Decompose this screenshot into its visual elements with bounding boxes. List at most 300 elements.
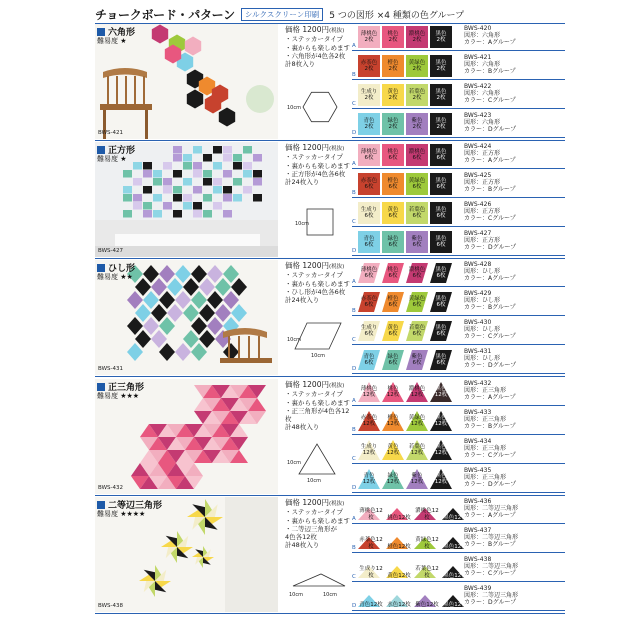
- square-tile: [123, 194, 132, 202]
- shape-label: 図形：ひし形: [464, 297, 501, 304]
- group-description: [464, 348, 516, 369]
- group-letter: D: [352, 130, 357, 136]
- color-chip: [430, 349, 452, 371]
- group-description: [464, 290, 516, 311]
- product-info: [285, 499, 355, 550]
- square-tile: [123, 186, 132, 194]
- photo-code: BWS-427: [98, 248, 123, 254]
- difficulty-rating: 難易度 ★★: [97, 273, 133, 281]
- color-chips: [358, 231, 452, 253]
- chip-label: 桃色 6枚: [387, 148, 399, 161]
- color-label: カラー：Aグループ: [464, 394, 516, 401]
- color-chip: [406, 349, 428, 371]
- feature-line: ・正方形が4色各6枚: [285, 169, 346, 178]
- square-tile: [183, 202, 192, 210]
- shape-label: 図形：正方形: [464, 237, 501, 244]
- chair-spindle: [238, 336, 240, 360]
- color-chip: [414, 499, 440, 521]
- dimension-label: 10cm: [295, 221, 309, 227]
- chip-label: 橙色 12枚: [386, 414, 400, 427]
- photo-code: BWS-438: [98, 603, 123, 609]
- row-divider: [352, 315, 565, 316]
- shape-label: 図形：正三角形: [464, 416, 507, 423]
- square-tile: [173, 210, 182, 218]
- square-tile: [153, 194, 162, 202]
- chip-label: 紫色 12枚: [410, 472, 424, 485]
- color-chip: [382, 202, 404, 224]
- page-title: チョークボード・パターン: [95, 7, 235, 22]
- shape-label: 図形：二等辺三角形: [464, 563, 519, 570]
- color-chip: [358, 528, 384, 550]
- color-label: カラー：Cグループ: [464, 333, 516, 340]
- feature-line: 計48枚入り: [285, 541, 320, 550]
- chip-label: 赤茶色 6枚: [360, 177, 378, 190]
- color-group-row: [352, 229, 565, 256]
- chip-label: 黄緑色 2枚: [408, 59, 426, 72]
- shape-label: 図形：正三角形: [464, 474, 507, 481]
- square-tile: [233, 194, 242, 202]
- color-chip: [358, 586, 384, 608]
- row-divider: [352, 226, 565, 227]
- shape-diagram: [285, 552, 355, 607]
- chip-label: 若葉色 6枚: [408, 206, 426, 219]
- color-chip: [414, 557, 440, 579]
- chip-label: 黄色 2枚: [387, 88, 399, 101]
- difficulty-rating: 難易度 ★★★★: [97, 510, 146, 518]
- product-code: BWS-423: [464, 112, 492, 119]
- color-chip: [430, 320, 452, 342]
- chair-spindle: [134, 76, 136, 106]
- feature-line: ・ステッカータイプ: [285, 390, 344, 399]
- chip-label: 水色12枚: [387, 601, 411, 608]
- section-square: [95, 142, 565, 259]
- group-description: [464, 83, 516, 104]
- chip-label: 橙色 2枚: [387, 59, 399, 72]
- photo-code: BWS-432: [98, 485, 123, 491]
- dimension-label: 10cm: [307, 478, 321, 484]
- row-divider: [352, 79, 565, 80]
- square-tile: [183, 154, 192, 162]
- chip-label: 青色12枚: [359, 601, 383, 608]
- feature-line: ・ひし形が4色各6枚: [285, 287, 346, 296]
- color-chip: [430, 173, 452, 195]
- color-chips: [358, 320, 452, 342]
- door: [225, 497, 278, 612]
- chip-label: 濃桃色 2枚: [408, 30, 426, 43]
- shape-label: 図形：二等辺三角形: [464, 505, 519, 512]
- group-letter: C: [352, 219, 356, 225]
- photo-code: BWS-431: [98, 366, 123, 372]
- color-chip: [382, 468, 404, 490]
- color-chip: [358, 381, 380, 403]
- group-description: [464, 319, 516, 340]
- group-letter: A: [352, 279, 356, 285]
- color-chip: [406, 468, 428, 490]
- row-divider: [352, 137, 565, 138]
- shape-label: 図形：正三角形: [464, 445, 507, 452]
- group-description: [464, 498, 518, 519]
- product-code: BWS-429: [464, 290, 492, 297]
- square-tile: [153, 170, 162, 178]
- square-tile: [223, 154, 232, 162]
- chip-label: 黒色 12枚: [434, 443, 448, 456]
- product-code: BWS-433: [464, 409, 492, 416]
- chip-label: 橙色 6枚: [387, 177, 399, 190]
- square-tile: [193, 146, 202, 154]
- group-description: [464, 556, 518, 577]
- diamond-outline: [295, 323, 341, 349]
- square-tile: [123, 210, 132, 218]
- chip-label: 桃色 2枚: [387, 30, 399, 43]
- color-group-row: [352, 555, 565, 582]
- product-code: BWS-438: [464, 556, 492, 563]
- square-tile: [183, 162, 192, 170]
- group-letter: D: [352, 603, 357, 609]
- color-chip: [406, 410, 428, 432]
- group-letter: C: [352, 456, 356, 462]
- shape-label: 図形：六角形: [464, 61, 501, 68]
- color-chip: [382, 144, 404, 166]
- row-divider: [352, 610, 565, 611]
- chip-label: 黄緑色 6枚: [408, 295, 426, 308]
- feature-line: ・ステッカータイプ: [285, 508, 344, 517]
- color-chips: [358, 528, 468, 550]
- color-group-row: [352, 408, 565, 435]
- section-triangle: [95, 379, 565, 496]
- price-note: (税抜): [328, 383, 345, 389]
- chip-label: 生成り 6枚: [360, 206, 378, 219]
- color-chip: [406, 55, 428, 77]
- color-chip: [382, 231, 404, 253]
- price-note: (税抜): [328, 28, 345, 34]
- color-chip: [430, 439, 452, 461]
- color-chip: [358, 557, 384, 579]
- chip-label: 赤茶色12枚: [359, 537, 383, 550]
- price-note: (税抜): [328, 264, 345, 270]
- color-group-row: [352, 200, 565, 227]
- group-description: [464, 380, 516, 401]
- chair-spindle: [258, 336, 260, 360]
- color-chips: [358, 113, 452, 135]
- row-divider: [352, 523, 565, 524]
- square-outline: [307, 209, 333, 235]
- group-description: [464, 54, 516, 75]
- square-tile: [253, 154, 262, 162]
- group-description: [464, 261, 516, 282]
- color-chips: [358, 468, 452, 490]
- chip-label: 生成り 12枚: [360, 443, 378, 456]
- row-divider: [352, 434, 565, 435]
- chip-label: 黒色 6枚: [435, 353, 447, 366]
- product-photo: [95, 260, 278, 375]
- chip-label: 黄色12枚: [387, 572, 411, 579]
- feature-line: ・裏からも楽しめます: [285, 43, 350, 52]
- chip-label: 黒色 2枚: [435, 30, 447, 43]
- isosceles-outline: [293, 574, 345, 586]
- color-chip: [414, 528, 440, 550]
- square-tile: [223, 186, 232, 194]
- color-chip: [406, 291, 428, 313]
- color-chip: [406, 26, 428, 48]
- color-chip: [358, 291, 380, 313]
- feature-line: ・裏からも楽しめます: [285, 516, 350, 525]
- dimension-label: 10cm: [289, 592, 303, 598]
- chip-label: 黒色 6枚: [435, 324, 447, 337]
- group-letter: D: [352, 248, 357, 254]
- color-chip: [406, 439, 428, 461]
- row-divider: [352, 581, 565, 582]
- row-divider: [352, 492, 565, 493]
- chip-label: 濃桃色 6枚: [408, 148, 426, 161]
- dimension-label: 10cm: [311, 353, 325, 359]
- color-chip: [382, 291, 404, 313]
- chip-label: 黒色12枚: [443, 572, 467, 579]
- chip-label: 黒色 12枚: [434, 472, 448, 485]
- group-description: [464, 438, 516, 459]
- chip-label: 緑色 6枚: [387, 235, 399, 248]
- chair-seat: [220, 358, 272, 363]
- chip-label: 黄緑色12枚: [415, 537, 439, 550]
- row-divider: [352, 168, 565, 169]
- group-letter: C: [352, 574, 356, 580]
- row-divider: [352, 255, 565, 256]
- square-tile: [143, 186, 152, 194]
- chip-label: 若葉色 6枚: [408, 324, 426, 337]
- product-code: BWS-422: [464, 83, 492, 90]
- square-tile: [193, 202, 202, 210]
- shape-label: 図形：二等辺三角形: [464, 534, 519, 541]
- shape-name: 正方形: [108, 146, 136, 156]
- square-tile: [223, 210, 232, 218]
- product-photo: [95, 379, 278, 494]
- price-value: 価格 1200円: [285, 143, 329, 152]
- chip-label: 黒色 2枚: [435, 88, 447, 101]
- feature-line: ・裏からも楽しめます: [285, 161, 350, 170]
- color-label: カラー：Bグループ: [464, 68, 516, 75]
- triangle-outline: [299, 444, 335, 474]
- color-groups: [352, 497, 565, 614]
- section-hex: [95, 24, 565, 141]
- shape-label: 図形：正方形: [464, 150, 501, 157]
- group-letter: B: [352, 72, 356, 78]
- color-chips: [358, 381, 452, 403]
- chip-label: 黒色 6枚: [435, 266, 447, 279]
- color-chip: [382, 349, 404, 371]
- hexagon-outline: [303, 92, 337, 121]
- product-photo: [95, 142, 278, 257]
- group-description: [464, 112, 516, 133]
- shape-diagram: [285, 197, 355, 252]
- square-tile: [123, 170, 132, 178]
- group-letter: B: [352, 427, 356, 433]
- square-tile: [133, 194, 142, 202]
- section-divider: [95, 140, 565, 141]
- row-divider: [352, 108, 565, 109]
- shape-name: 二等辺三角形: [108, 501, 163, 511]
- product-code: BWS-424: [464, 143, 492, 150]
- product-code: BWS-431: [464, 348, 492, 355]
- color-chips: [358, 499, 468, 521]
- square-tile: [153, 178, 162, 186]
- color-chip: [430, 262, 452, 284]
- color-group-row: [352, 289, 565, 316]
- feature-line: 計24枚入り: [285, 178, 320, 187]
- product-code: BWS-425: [464, 172, 492, 179]
- shape-outline-svg: [285, 552, 355, 607]
- chip-label: 赤茶色 2枚: [360, 59, 378, 72]
- chip-label: 緑色 12枚: [386, 472, 400, 485]
- color-chip: [430, 55, 452, 77]
- shape-diagram: [285, 434, 355, 489]
- feature-line: ・ステッカータイプ: [285, 271, 344, 280]
- color-label: カラー：Dグループ: [464, 244, 517, 251]
- color-chips: [358, 557, 468, 579]
- page-header: [95, 6, 565, 22]
- color-group-row: [352, 142, 565, 169]
- chip-label: 紫色12枚: [415, 601, 439, 608]
- chip-label: 生成り 6枚: [360, 324, 378, 337]
- price-value: 価格 1200円: [285, 261, 329, 270]
- price: [285, 26, 355, 35]
- color-chip: [382, 26, 404, 48]
- chip-label: 黒色 6枚: [435, 148, 447, 161]
- chip-label: 黄緑色 6枚: [408, 177, 426, 190]
- color-label: カラー：Bグループ: [464, 186, 516, 193]
- chair-spindle: [116, 76, 118, 106]
- print-badge: シルクスクリーン印刷: [241, 8, 323, 21]
- color-chip: [358, 144, 380, 166]
- color-chip: [382, 381, 404, 403]
- section-isosceles: [95, 497, 565, 614]
- feature-line: ・二等辺三角形が: [285, 524, 337, 533]
- color-chips: [358, 439, 452, 461]
- color-groups: [352, 142, 565, 259]
- chip-label: 薄桃色 12枚: [360, 385, 378, 398]
- group-letter: B: [352, 190, 356, 196]
- price-note: (税抜): [328, 146, 345, 152]
- chip-label: 若葉色 2枚: [408, 88, 426, 101]
- chip-label: 桃色 6枚: [387, 266, 399, 279]
- chair-seat: [100, 104, 152, 110]
- square-tile: [143, 210, 152, 218]
- feature-line: ・六角形が4色各2枚: [285, 51, 346, 60]
- shape-label: 図形：六角形: [464, 119, 501, 126]
- color-group-row: [352, 526, 565, 553]
- chip-label: 黄色 12枚: [386, 443, 400, 456]
- section-divider: [95, 613, 565, 614]
- product-photo: [95, 24, 278, 139]
- price: [285, 144, 355, 153]
- product-info: [285, 262, 355, 304]
- group-description: [464, 201, 516, 222]
- color-chip: [358, 439, 380, 461]
- difficulty-rating: 難易度 ★★★: [97, 392, 140, 400]
- square-tile: [203, 210, 212, 218]
- product-code: BWS-434: [464, 438, 492, 445]
- shape-label: 図形：六角形: [464, 90, 501, 97]
- row-divider: [352, 373, 565, 374]
- square-tile: [213, 202, 222, 210]
- color-label: カラー：Aグループ: [464, 512, 516, 519]
- color-chip: [358, 320, 380, 342]
- color-chip: [382, 173, 404, 195]
- chip-label: 若葉色12枚: [415, 566, 439, 579]
- difficulty-rating: 難易度 ★: [97, 37, 127, 45]
- color-label: カラー：Cグループ: [464, 452, 516, 459]
- chip-label: 青色 6枚: [363, 235, 375, 248]
- square-tile: [243, 186, 252, 194]
- chip-label: 黒色 6枚: [435, 235, 447, 248]
- color-chip: [430, 291, 452, 313]
- color-chip: [386, 528, 412, 550]
- product-code: BWS-427: [464, 230, 492, 237]
- chip-label: 黒色 6枚: [435, 177, 447, 190]
- title-square-icon: [97, 501, 105, 509]
- color-label: カラー：Cグループ: [464, 570, 516, 577]
- product-code: BWS-436: [464, 498, 492, 505]
- chip-label: 薄桃色 6枚: [360, 266, 378, 279]
- color-label: カラー：Bグループ: [464, 304, 516, 311]
- shape-label: 図形：正方形: [464, 179, 501, 186]
- color-chip: [386, 557, 412, 579]
- price-value: 価格 1200円: [285, 498, 329, 507]
- dimension-label: 10cm: [323, 592, 337, 598]
- chip-label: 濃桃色 6枚: [408, 266, 426, 279]
- group-letter: D: [352, 485, 357, 491]
- product-info: [285, 26, 355, 68]
- color-chip: [358, 173, 380, 195]
- color-chips: [358, 262, 452, 284]
- group-letter: D: [352, 366, 357, 372]
- color-chip: [358, 84, 380, 106]
- title-square-icon: [97, 146, 105, 154]
- chip-label: 緑色 6枚: [387, 353, 399, 366]
- price-value: 価格 1200円: [285, 380, 329, 389]
- color-group-row: [352, 584, 565, 611]
- chip-label: 赤茶色 6枚: [360, 295, 378, 308]
- color-chip: [358, 468, 380, 490]
- product-code: BWS-437: [464, 527, 492, 534]
- group-description: [464, 230, 516, 251]
- row-divider: [352, 552, 565, 553]
- color-chips: [358, 586, 468, 608]
- color-chip: [382, 262, 404, 284]
- square-tile: [193, 162, 202, 170]
- group-description: [464, 143, 516, 164]
- color-chip: [430, 202, 452, 224]
- chip-label: 濃桃色12枚: [415, 508, 439, 521]
- chip-label: 青色 12枚: [362, 472, 376, 485]
- color-group-row: [352, 437, 565, 464]
- color-chip: [358, 202, 380, 224]
- row-divider: [352, 50, 565, 51]
- dimension-label: 10cm: [287, 105, 301, 111]
- color-chip: [430, 84, 452, 106]
- difficulty-rating: 難易度 ★: [97, 155, 127, 163]
- color-chip: [406, 231, 428, 253]
- color-chip: [414, 586, 440, 608]
- section-divider: [95, 258, 565, 259]
- color-label: カラー：Bグループ: [464, 541, 516, 548]
- square-tile: [163, 178, 172, 186]
- color-chip: [430, 113, 452, 135]
- color-chip: [430, 410, 452, 432]
- price: [285, 262, 355, 271]
- color-chip: [430, 231, 452, 253]
- chip-label: 黒色 12枚: [434, 414, 448, 427]
- square-tile: [213, 162, 222, 170]
- product-code: BWS-426: [464, 201, 492, 208]
